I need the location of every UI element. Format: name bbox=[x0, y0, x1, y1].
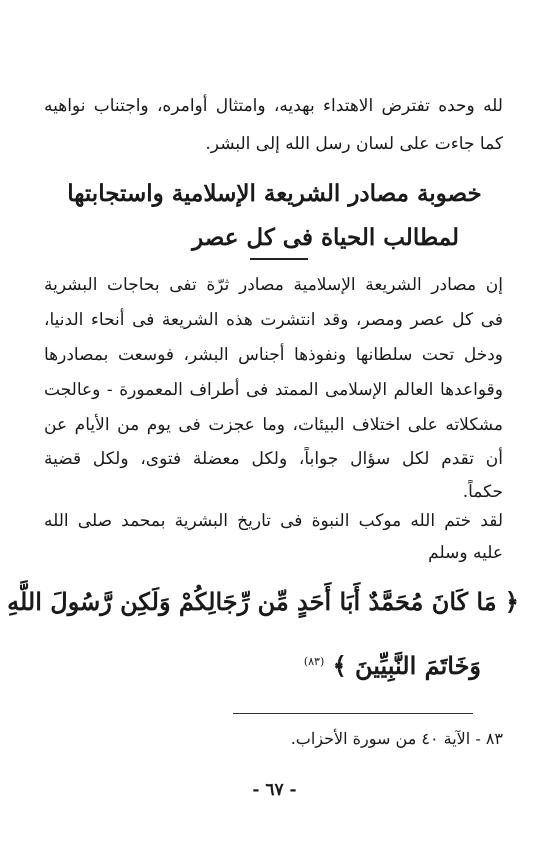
body-line-5: مشكلاته على اختلاف البيئات، وما عجزت فى يوم من الأيام عن bbox=[44, 415, 503, 435]
intro-line-1: لله وحده تفترض الاهتداء بهديه، وامتثال أوامره، واجتناب نواهيه bbox=[44, 96, 503, 116]
footnote-reference: (٨٣) bbox=[303, 655, 325, 668]
body-line-2: فى كل عصر ومصر، وقد انتشرت هذه الشريعة فى أنحاء الدنيا، bbox=[44, 310, 503, 330]
quran-verse-line-2 bbox=[36, 642, 481, 686]
body-line-4: وقواعدها العالم الإسلامى الممتد فى أطراف المعمورة - وعالجت bbox=[44, 380, 503, 400]
footnote-divider bbox=[233, 713, 473, 714]
footnote-text: ٨٣ - الآية ٤٠ من سورة الأحزاب. bbox=[290, 729, 503, 748]
intro-line-2: كما جاءت على لسان رسل الله إلى البشر. bbox=[205, 134, 503, 154]
section-heading-line-1: خصوبة مصادر الشريعة الإسلامية واستجابتها bbox=[67, 180, 482, 207]
body-line-1: إن مصادر الشريعة الإسلامية مصادر ثرّة تفى بحاجات البشرية bbox=[44, 275, 503, 295]
body-line-3: ودخل تحت سلطانها ونفوذها أجناس البشر، فوسعت بمصادرها bbox=[44, 345, 503, 365]
body-line-7: حكماً. bbox=[462, 482, 503, 502]
section-heading-line-2: لمطالب الحياة فى كل عصر bbox=[192, 224, 459, 251]
prophethood-line-2: عليه وسلم bbox=[428, 543, 503, 563]
prophethood-line-1: لقد ختم الله موكب النبوة فى تاريخ البشرية بمحمد صلى الله bbox=[44, 511, 503, 531]
heading-underline bbox=[250, 258, 308, 260]
quran-verse-text: وَخَاتَمَ النَّبِيِّينَ ﴾ bbox=[332, 651, 481, 680]
page-number: - ٦٧ - bbox=[252, 780, 297, 800]
body-line-6: أن تقدم لكل سؤال جواباً، ولكل معضلة فتوى، ولكل قضية bbox=[44, 449, 503, 469]
quran-verse-line-1: ﴿ مَا كَانَ مُحَمَّدٌ أَبَا أَحَدٍ مِّن رِّجَالِكُمْ وَلَكِن رَّسُولَ اللَّهِ bbox=[7, 587, 519, 616]
